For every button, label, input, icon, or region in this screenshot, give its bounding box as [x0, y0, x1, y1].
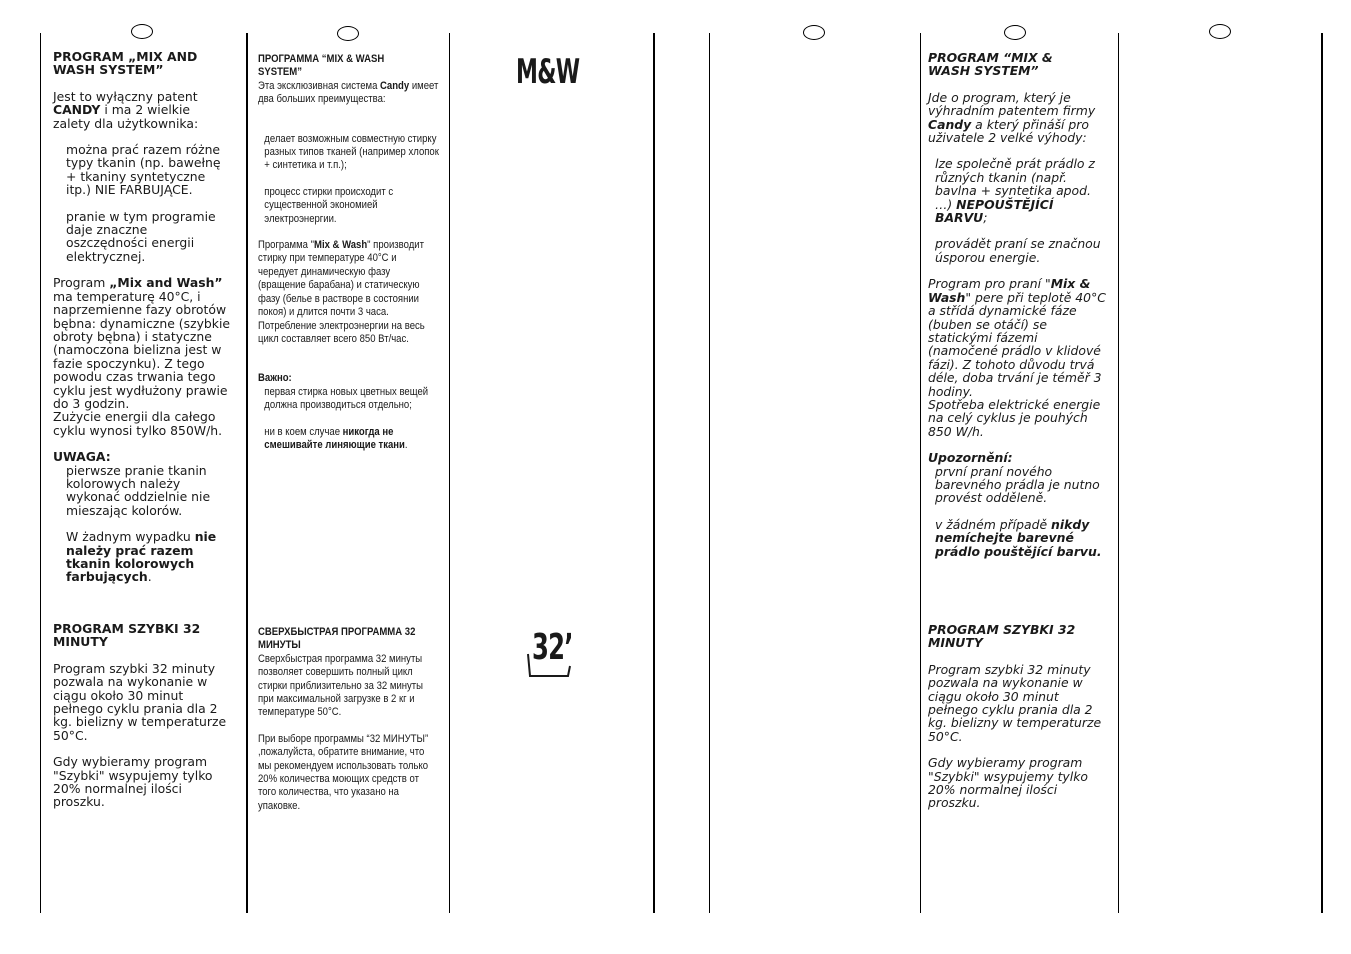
warning-title: Upozornění: — [928, 450, 1013, 466]
description-text: Программа " — [258, 239, 314, 252]
warning-title: Важно: — [258, 372, 292, 385]
language-oval-marker — [803, 25, 825, 40]
section-title: PROGRAM SZYBKI 32 MINUTY — [53, 621, 201, 650]
czech-mix-wash-section — [928, 51, 1113, 558]
warning-text: . — [404, 438, 408, 451]
warning-item: pierwsze pranie tkanin kolorowych należy wykonać oddzielnie nie mieszając kolorów. — [66, 462, 211, 518]
mw-label: M&W — [516, 52, 580, 92]
language-oval-marker — [337, 26, 359, 41]
column-divider — [653, 33, 655, 913]
bullet-item: процесс стирки происходит с существенной экономией электроэнергии. — [264, 185, 394, 225]
warning-text: ни в коем случае — [264, 425, 343, 438]
bullet-text: ; — [983, 210, 988, 226]
column-divider — [709, 33, 710, 913]
section-title: СВЕРХБЫСТРАЯ ПРОГРАММА 32 МИНУТЫ — [258, 626, 416, 652]
bullet-item: provádět praní se značnou úsporou energie. — [935, 236, 1101, 265]
intro-paragraph — [53, 90, 223, 130]
description-paragraph: При выборе программы “32 МИНУТЫ” ,пожалуйста, обратите внимание, что мы рекомендуем использовать только 20% количества моющих средств от того количества, что указано на упаковке. — [258, 732, 429, 812]
section-title: ПРОГРАММА “MIX & WASH SYSTEM” — [258, 53, 385, 79]
program-name: Mix & Wash — [928, 276, 1091, 305]
program-name: Mix & Wash — [313, 239, 368, 252]
description-text: " производит стирку при температуре 40°C и чередует динамическую фазу (вращение барабана) и статическую фазу (белье в растворе в состоянии покоя) и длится почти 3 часа. Потребление электроэнергии на весь цикл составляет всего 850 Вт/час. — [258, 239, 425, 345]
intro-text: имеет два больших преимущества: — [258, 79, 439, 106]
section-title: PROGRAM SZYBKI 32 MINUTY — [928, 622, 1076, 651]
intro-text: Jde o program, který je výhradním patentem firmy — [928, 89, 1096, 119]
description-paragraph: Сверхбыстрая программа 32 минуты позволяет совершить полный цикл стирки приблизительно за 32 минуты при максимальной загрузке в 2 кг и температуре 50°C. — [258, 652, 424, 719]
description-paragraph — [53, 276, 233, 410]
intro-text: i ma 2 wielkie zalety dla użytkownika: — [53, 102, 199, 131]
description-text: Program pro praní " — [928, 276, 1051, 292]
intro-text: a který přináší pro uživatele 2 velké výhody: — [928, 116, 1089, 146]
language-oval-marker — [1004, 25, 1026, 40]
bullet-item: делает возможным совместную стирку разных типов тканей (например хлопок + синтетика и т.п.); — [264, 132, 439, 172]
brand-name: Candy — [380, 79, 410, 92]
basin-icon — [526, 627, 574, 680]
russian-quick-32-section — [258, 626, 438, 813]
language-oval-marker — [131, 24, 153, 39]
language-oval-marker — [1209, 24, 1231, 39]
column-divider — [449, 33, 450, 913]
warning-item — [53, 530, 228, 584]
warning-item: první praní nového barevného prádla je nutno provést odděleně. — [935, 463, 1100, 506]
polish-mix-wash-section — [53, 50, 235, 584]
column-divider — [920, 33, 921, 913]
description-text: " pere při teplotě 40°C a střídá dynamické fáze (buben se otáčí) se statickými fázemi (namočené prádlo v klidové fázi). Z tohoto důvodu trvá déle, doba trvání je téměř 3 hodiny. — [928, 289, 1106, 399]
bullet-item — [928, 157, 1107, 224]
description-paragraph — [928, 277, 1110, 398]
description-paragraph — [258, 239, 438, 346]
energy-paragraph: Spotřeba elektrické energie na celý cyklus je pouhých 850 W/h. — [928, 396, 1101, 439]
bullet-item: pranie w tym programie daje znaczne oszczędności energii elektrycznej. — [66, 208, 216, 264]
bullet-item: można prać razem różne typy tkanin (np. bawełnę + tkaniny syntetyczne itp.) NIE FARBUJĄCE. — [66, 142, 221, 198]
warning-emphasis: nikdy nemíchejte barevné prádlo pouštějící barvu. — [935, 516, 1102, 559]
program-name: „Mix and Wash” — [109, 275, 223, 291]
warning-item: первая стирка новых цветных вещей должна производиться отдельно; — [264, 385, 429, 412]
section-title: PROGRAM “MIX & WASH SYSTEM” — [928, 50, 1053, 79]
column-divider — [246, 33, 248, 913]
quick-32-program-icon — [526, 627, 574, 680]
warning-title: UWAGA: — [53, 449, 111, 465]
mix-and-wash-program-icon — [516, 52, 579, 92]
description-paragraph: Program szybki 32 minuty pozwala na wykonanie w ciągu około 30 minut pełnego cyklu prania dla 2 kg. bielizny w temperaturze 50°C. — [53, 660, 227, 743]
intro-paragraph — [928, 91, 1110, 145]
column-divider — [1321, 33, 1323, 913]
intro-text: Jest to wyłączny patent — [53, 88, 198, 104]
intro-text: Эта эксклюзивная система — [258, 79, 381, 92]
description-text: ma temperaturę 40°C, i naprzemienne fazy obrotów bębna: dynamiczne (szybkie obroty bębna) i statyczne (namoczona bielizna jest w fazie spoczynku). Z tego powodu czas trwania tego cyklu jest wydłużony prawie do 3 godzin. — [53, 288, 231, 411]
polish-quick-32-section — [53, 622, 235, 809]
bullet-emphasis: NEPOUŠTĚJÍCÍ BARVU — [935, 196, 1054, 226]
description-text: Program — [53, 275, 110, 291]
russian-mix-wash-section — [258, 53, 438, 452]
energy-paragraph: Zużycie energii dla całego cyklu wynosi tylko 850W/h. — [53, 409, 223, 438]
brand-name: Candy — [928, 116, 972, 132]
column-divider — [1118, 33, 1119, 913]
warning-text: W żadnym wypadku — [66, 529, 195, 545]
quick-32-label: 32’ — [532, 627, 573, 668]
description-paragraph: Gdy wybieramy program "Szybki" wsypujemy tylko 20% normalnej ilości proszku. — [928, 755, 1088, 811]
warning-text: v žádném případě — [935, 516, 1052, 532]
warning-item — [258, 426, 440, 453]
warning-item — [928, 518, 1110, 558]
warning-text: . — [147, 569, 152, 585]
brand-name: CANDY — [53, 102, 101, 118]
intro-paragraph — [258, 80, 443, 107]
bullet-text: lze společně prát prádlo z různých tkanin (např. bavlna + syntetika apod. …) — [935, 156, 1095, 212]
section-title: PROGRAM „MIX AND WASH SYSTEM” — [53, 49, 198, 78]
description-paragraph: Gdy wybieramy program "Szybki" wsypujemy tylko 20% normalnej ilości proszku. — [53, 754, 213, 810]
warning-emphasis: никогда не смешивайте линяющие ткани — [264, 425, 405, 451]
column-divider — [40, 33, 41, 913]
czech-quick-32-section — [928, 623, 1113, 810]
description-paragraph: Program szybki 32 minuty pozwala na wykonanie w ciągu około 30 minut pełnego cyklu prania dla 2 kg. bielizny w temperaturze 50°C. — [928, 661, 1102, 744]
warning-emphasis: nie należy prać razem tkanin kolorowych farbujących — [66, 529, 217, 585]
